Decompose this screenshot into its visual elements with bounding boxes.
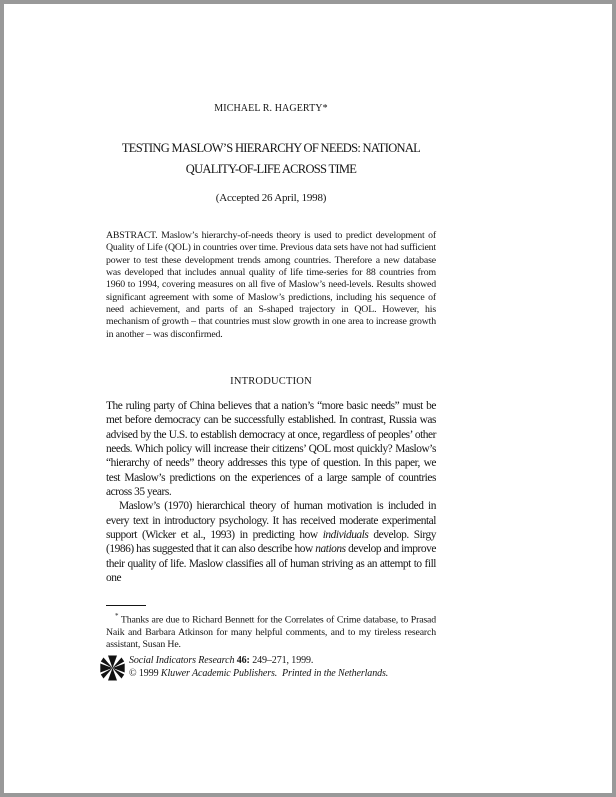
page-range: 249–271, 1999.: [252, 655, 314, 666]
body-paragraph: Maslow’s (1970) hierarchical theory of human motivation is included in every text in introductory psychology. It has received moderate experimental support (Wicker et al., 1993) in predicting how individuals develop. Sirgy (1986) has suggested that it can also describe how nations develop and improve their quality of life. Maslow classifies all of human striving as an attempt to fill one: [106, 500, 436, 585]
printed-in: Printed in the Netherlands.: [282, 668, 389, 680]
author-line: MICHAEL R. HAGERTY*: [214, 103, 328, 114]
accepted-date-line: (Accepted 26 April, 1998): [215, 192, 327, 204]
footnote-rule: [106, 605, 146, 606]
section-heading-introduction: INTRODUCTION: [230, 376, 312, 387]
imprint-copyright-line: [129, 667, 469, 680]
journal-imprint: [129, 654, 469, 680]
footnote-text: * Thanks are due to Richard Bennett for the Correlates of Crime database, to Prasad Naik and Barbara Atkinson for many helpful comments, and to my tireless research assistant, Susan He.: [106, 612, 437, 651]
imprint-citation-line: [129, 654, 469, 667]
body-paragraph: The ruling party of China believes that a nation’s “more basic needs” must be met before democracy can be successfully established. In contrast, Russia was advised by the U.S. to establish democracy at once, regardless of peoples’ other needs. Which policy will increase their citizens’ QOL most quickly? Maslow’s “hierarchy of needs” theory addresses this type of question. In this paper, we test Maslow’s predictions on the experiences of a large sample of countries across 35 years.: [106, 400, 436, 499]
journal-name: Social Indicators Research: [129, 655, 235, 666]
abstract-paragraph: ABSTRACT. Maslow’s hierarchy-of-needs theory is used to predict development of Quality of Life (QOL) in countries over time. Previous data sets have not had sufficient power to test these development trends among countries. Therefore a new database was developed that includes annual quality of life time-series for 88 countries from 1960 to 1994, covering measures on all five of Maslow’s need-levels. Results showed significant agreement with some of Maslow’s predictions, including his sequence of need achievement, and parts of an S-shaped trajectory in QOL. However, his mechanism of growth – that countries must slow growth in one area to increase growth in another – was disconfirmed.: [106, 230, 436, 340]
paper-title-line-1: TESTING MASLOW’S HIERARCHY OF NEEDS: NATIONAL: [121, 141, 421, 155]
copyright-symbol: ©: [129, 668, 137, 680]
publisher-name: Kluwer Academic Publishers.: [160, 668, 278, 680]
paper-title-line-2: QUALITY-OF-LIFE ACROSS TIME: [185, 161, 357, 176]
paper-title: [106, 138, 436, 179]
volume-number: 46:: [236, 655, 250, 666]
footnote-marker: *: [115, 612, 119, 620]
body-text: [106, 399, 436, 585]
footnote: [106, 610, 436, 651]
copyright-year: 1999: [138, 668, 159, 680]
kluwer-flower-logo-icon: [100, 654, 125, 682]
